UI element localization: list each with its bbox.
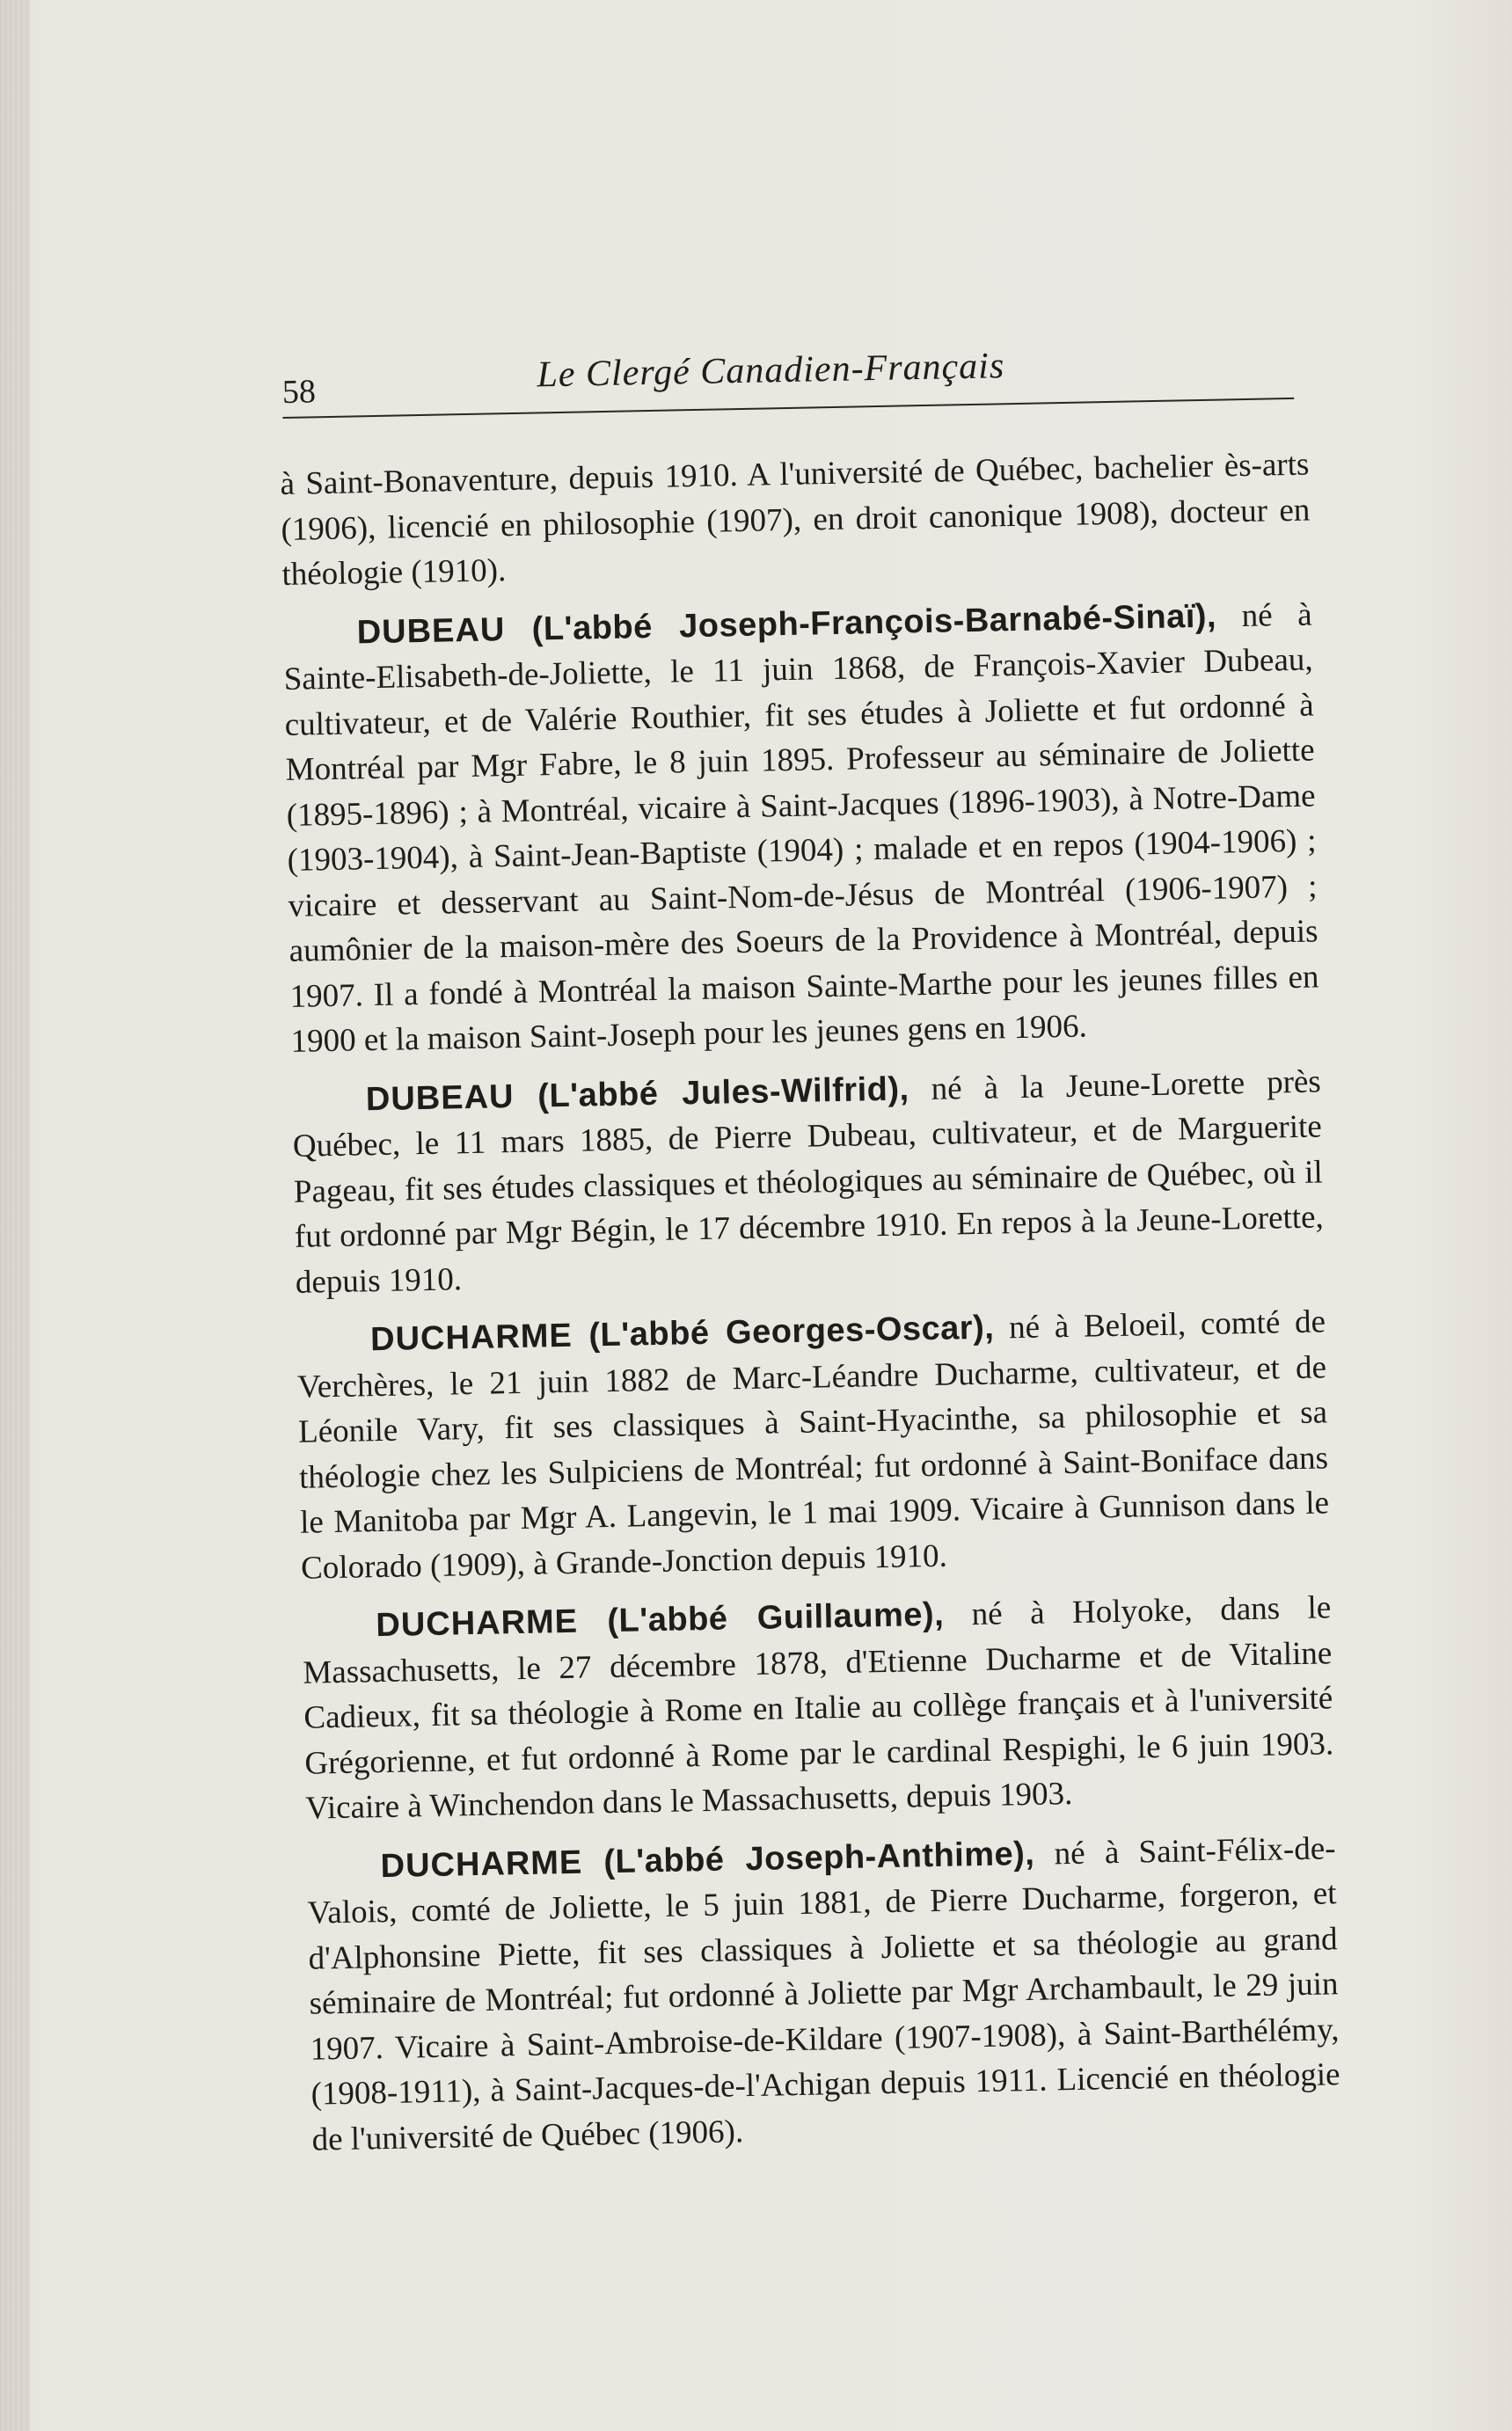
entry-title: (L'abbé Joseph-Anthime), bbox=[603, 1835, 1035, 1880]
entry-surname: DUBEAU bbox=[365, 1077, 515, 1118]
entry-text: né à la Jeune-Lorette près Québec, le 11 mars 1885, de Pierre Dubeau, cultivateur, et de Marguerite Pageau, fit ses études classiques et théologiques au séminaire de Québec, où il fut ordonné par Mgr Bégin, le 17 décembre 1910. En repos à la Jeune-Lorette, depuis 1910. bbox=[292, 1062, 1325, 1301]
entry-name bbox=[380, 1835, 1034, 1884]
continuation-paragraph bbox=[280, 442, 1311, 598]
biography-entry bbox=[306, 1826, 1341, 2163]
entry-text: né à Holyoke, dans le Massachusetts, le 27 décembre 1878, d'Etienne Ducharme et de Vitaline Cadieux, fit sa théologie à Rome en Italie au collège français et à l'université Grégorienne, et fut ordonné à Rome par le cardinal Respighi, le 6 juin 1903. Vicaire à Winchendon dans le Massachusetts, depuis 1903. bbox=[303, 1589, 1334, 1827]
biography-entry bbox=[302, 1585, 1335, 1831]
entry-text: né à Sainte-Elisabeth-de-Joliette, le 11 juin 1868, de François-Xavier Dubeau, cultivateur, et de Valérie Routhier, fit ses études à Joliette et fut ordonné à Montréal par Mgr Fabre, le 8 juin 1895. Professeur au séminaire de Joliette (1895-1896) ; à Montréal, vicaire à Saint-Jacques (1896-1903), à Notre-Dame (1903-1904), à Saint-Jean-Baptiste (1904) ; malade et en repos (1904-1906) ; vicaire et desservant au Saint-Nom-de-Jésus de Montréal (1906-1907) ; aumônier de la maison-mère des Soeurs de la Providence à Montréal, depuis 1907. Il a fondé à Montréal la maison Sainte-Marthe pour les jeunes filles en 1900 et la maison Saint-Joseph pour les jeunes gens en 1906. bbox=[283, 596, 1319, 1060]
entry-surname: DUBEAU bbox=[356, 610, 506, 651]
entry-name bbox=[376, 1596, 945, 1644]
entry-text: né à Beloeil, comté de Verchères, le 21 juin 1882 de Marc-Léandre Ducharme, cultivateur, et de Léonile Vary, fit ses classiques à Saint-Hyacinthe, sa philosophie et sa théologie chez les Sulpiciens de Montréal; fut ordonné à Saint-Boniface dans le Manitoba par Mgr A. Langevin, le 1 mai 1909. Vicaire à Gunnison dans le Colorado (1909), à Grande-Jonction depuis 1910. bbox=[296, 1303, 1330, 1587]
paragraph-text: à Saint-Bonaventure, depuis 1910. A l'université de Québec, bachelier ès-arts (1906), licencié en philosophie (1907), en droit canonique 1908), docteur en théologie (1910). bbox=[280, 446, 1311, 593]
entry-surname: DUCHARME bbox=[369, 1317, 573, 1359]
entry-name bbox=[366, 1070, 909, 1118]
biography-entry bbox=[291, 1059, 1325, 1305]
biography-entry bbox=[282, 592, 1320, 1064]
header-rule bbox=[282, 398, 1294, 419]
entry-surname: DUCHARME bbox=[376, 1602, 579, 1645]
page-header bbox=[281, 332, 1294, 422]
entry-name bbox=[356, 597, 1216, 651]
page-number: 58 bbox=[281, 373, 317, 411]
entry-title: (L'abbé Jules-Wilfrid), bbox=[537, 1069, 909, 1114]
page-edge bbox=[0, 0, 30, 2431]
biography-entry bbox=[296, 1299, 1331, 1590]
entry-title: (L'abbé Guillaume), bbox=[606, 1595, 945, 1640]
entry-surname: DUCHARME bbox=[380, 1843, 583, 1885]
entry-text: né à Saint-Félix-de-Valois, comté de Joliette, le 5 juin 1881, de Pierre Ducharme, forgeron, et d'Alphonsine Piette, fit ses classiques à Joliette et sa théologie au grand séminaire de Montréal; fut ordonné à Joliette par Mgr Archambault, le 29 juin 1907. Vicaire à Saint-Ambroise-de-Kildare (1907-1908), à Saint-Barthélémy, (1908-1911), à Saint-Jacques-de-l'Achigan depuis 1911. Licencié en théologie de l'université de Québec (1906). bbox=[307, 1829, 1340, 2158]
page-body bbox=[280, 442, 1341, 2177]
entry-title: (L'abbé Georges-Oscar), bbox=[588, 1309, 995, 1354]
entry-title: (L'abbé Joseph-François-Barnabé-Sinaï), bbox=[531, 597, 1217, 648]
running-title: Le Clergé Canadien-Français bbox=[537, 346, 1005, 396]
entry-name bbox=[370, 1310, 995, 1359]
